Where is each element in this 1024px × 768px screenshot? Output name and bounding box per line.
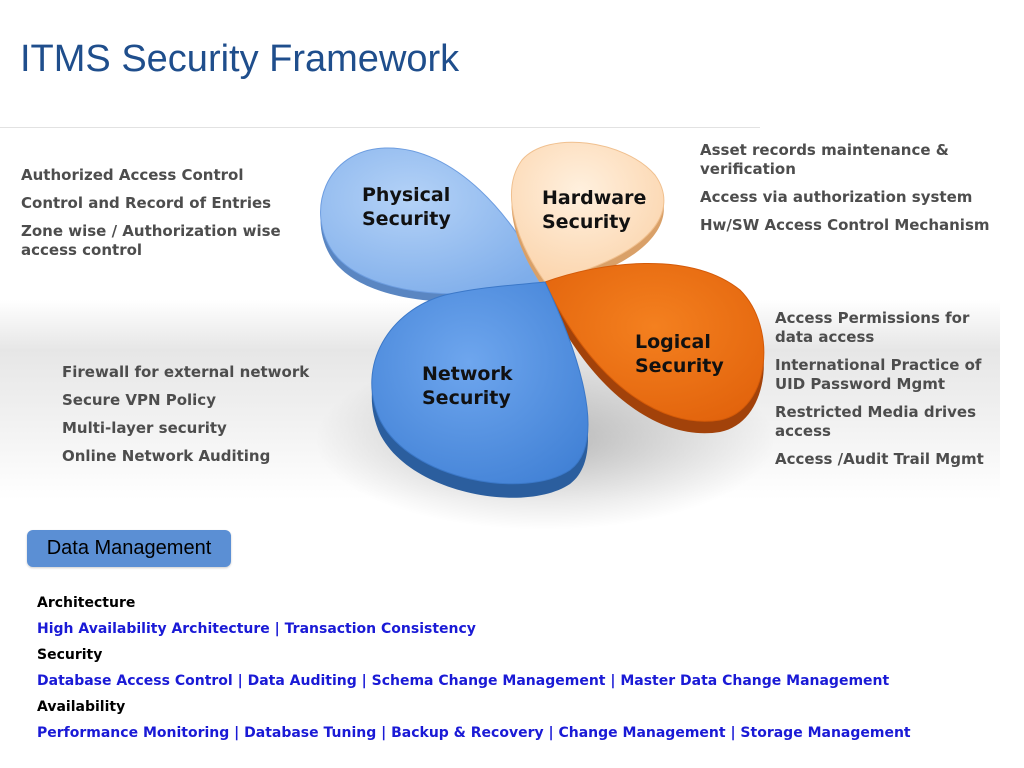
label-line: Security bbox=[635, 355, 724, 377]
label-line: Security bbox=[542, 211, 631, 233]
logical-security-label bbox=[635, 330, 755, 378]
network-security-label bbox=[422, 362, 552, 410]
label-line: Security bbox=[362, 208, 451, 230]
list-item: Authorized Access Control bbox=[21, 166, 244, 184]
section-items: Database Access Control | Data Auditing | Schema Change Management | Master Data Change Management bbox=[37, 673, 890, 689]
list-item: Secure VPN Policy bbox=[62, 391, 216, 409]
data-management-title: Data Management bbox=[46, 537, 212, 559]
hardware-security-label bbox=[542, 186, 672, 234]
list-item: Access Permissions for data access bbox=[775, 309, 970, 346]
label-line: Physical bbox=[362, 184, 451, 206]
label-line: Hardware bbox=[542, 187, 647, 209]
list-item: Multi-layer security bbox=[62, 419, 227, 437]
label-line: Security bbox=[422, 387, 511, 409]
section-items: High Availability Architecture | Transaction Consistency bbox=[37, 621, 476, 637]
data-management-badge bbox=[27, 530, 231, 567]
section-heading: Availability bbox=[37, 699, 126, 715]
list-item: Access via authorization system bbox=[700, 188, 973, 206]
page-title: ITMS Security Framework bbox=[20, 38, 460, 80]
list-item: Zone wise / Authorization wise access control bbox=[21, 222, 281, 259]
data-management-list bbox=[37, 594, 1017, 750]
list-item: Restricted Media drives access bbox=[775, 403, 977, 440]
section-items: Performance Monitoring | Database Tuning | Backup & Recovery | Change Management | Storage Management bbox=[37, 725, 911, 741]
physical-security-label bbox=[362, 183, 482, 231]
list-item: Firewall for external network bbox=[62, 363, 310, 381]
list-item: Control and Record of Entries bbox=[21, 194, 272, 212]
list-item: Hw/SW Access Control Mechanism bbox=[700, 216, 990, 234]
label-line: Network bbox=[422, 363, 513, 385]
label-line: Logical bbox=[635, 331, 711, 353]
list-item: Online Network Auditing bbox=[62, 447, 271, 465]
section-heading: Security bbox=[37, 647, 103, 663]
list-item: Asset records maintenance & verification bbox=[700, 141, 949, 178]
list-item: International Practice of UID Password Mgmt bbox=[775, 356, 982, 393]
list-item: Access /Audit Trail Mgmt bbox=[775, 450, 984, 468]
section-heading: Architecture bbox=[37, 595, 136, 611]
